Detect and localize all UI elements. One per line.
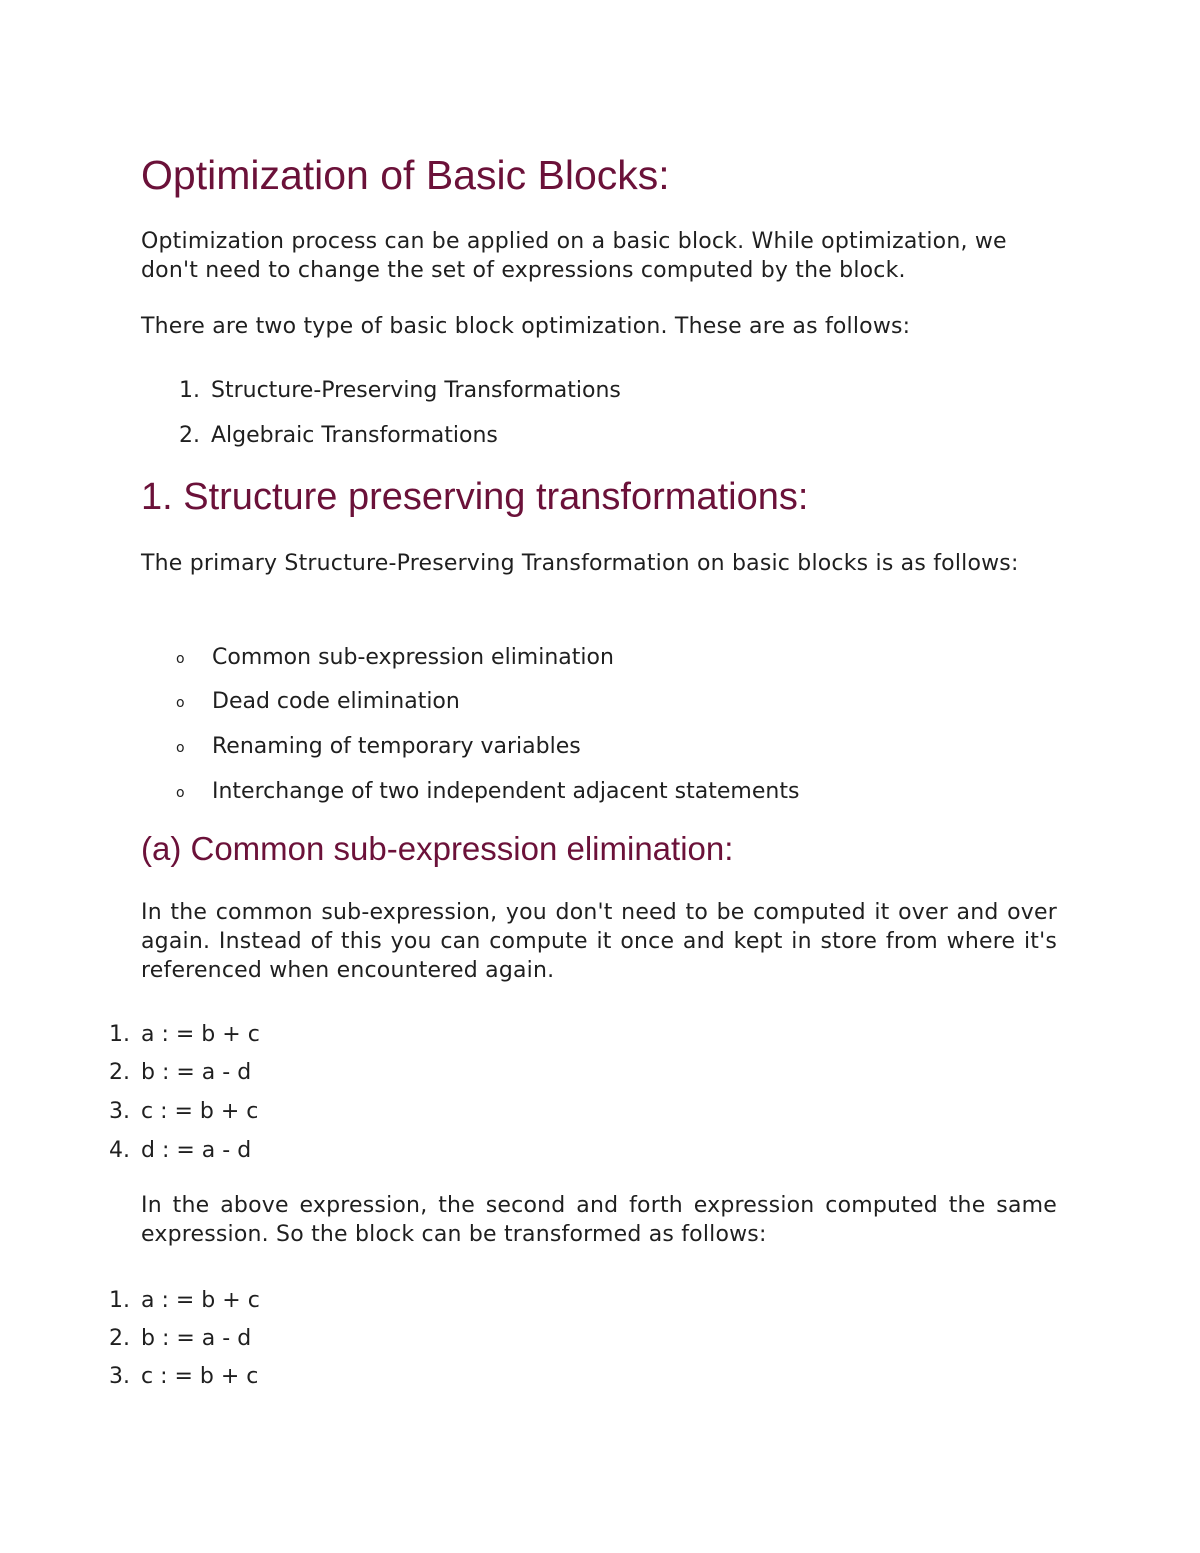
bullet-item-label: Common sub-expression elimination bbox=[212, 645, 614, 670]
code-line-number: 1. bbox=[109, 1022, 130, 1047]
code-expression: b : = a - d bbox=[141, 1060, 252, 1085]
bullet-item-label: Interchange of two independent adjacent statements bbox=[212, 779, 800, 804]
list-item-label: Structure-Preserving Transformations bbox=[211, 378, 621, 403]
subsection-heading: (a) Common sub-expression elimination: bbox=[141, 830, 734, 867]
intro-paragraph: Optimization process can be applied on a basic block. While optimization, we don't need to change the set of expressions computed by the block. bbox=[141, 229, 1007, 283]
list-number: 1. bbox=[179, 378, 200, 403]
bullet-marker: o bbox=[176, 695, 185, 711]
code-expression: a : = b + c bbox=[141, 1288, 260, 1313]
page-title: Optimization of Basic Blocks: bbox=[141, 152, 670, 198]
code-expression: c : = b + c bbox=[141, 1099, 259, 1124]
bullet-item-label: Dead code elimination bbox=[212, 689, 460, 714]
code-line-number: 3. bbox=[109, 1099, 130, 1124]
bullet-marker: o bbox=[176, 651, 185, 667]
code-expression: d : = a - d bbox=[141, 1138, 252, 1163]
list-item-label: Algebraic Transformations bbox=[211, 423, 498, 448]
bullet-marker: o bbox=[176, 740, 185, 756]
code-expression: b : = a - d bbox=[141, 1326, 252, 1351]
code-line-number: 4. bbox=[109, 1138, 130, 1163]
section-heading: 1. Structure preserving transformations: bbox=[141, 476, 809, 518]
code-line-number: 2. bbox=[109, 1326, 130, 1351]
explanation-paragraph: In the above expression, the second and forth expression computed the same expression. So the block can be transformed as follows: bbox=[141, 1193, 1057, 1247]
section-intro-paragraph: The primary Structure-Preserving Transformation on basic blocks is as follows: bbox=[141, 551, 1019, 576]
code-line-number: 2. bbox=[109, 1060, 130, 1085]
subsection-description: In the common sub-expression, you don't need to be computed it over and over again. Instead of this you can compute it once and kept in store from where it's referenced when encountered again. bbox=[141, 900, 1057, 983]
code-expression: a : = b + c bbox=[141, 1022, 260, 1047]
code-line-number: 3. bbox=[109, 1364, 130, 1389]
code-line-number: 1. bbox=[109, 1288, 130, 1313]
code-expression: c : = b + c bbox=[141, 1364, 259, 1389]
bullet-marker: o bbox=[176, 785, 185, 801]
list-number: 2. bbox=[179, 423, 200, 448]
types-intro-paragraph: There are two type of basic block optimization. These are as follows: bbox=[141, 314, 911, 339]
bullet-item-label: Renaming of temporary variables bbox=[212, 734, 581, 759]
